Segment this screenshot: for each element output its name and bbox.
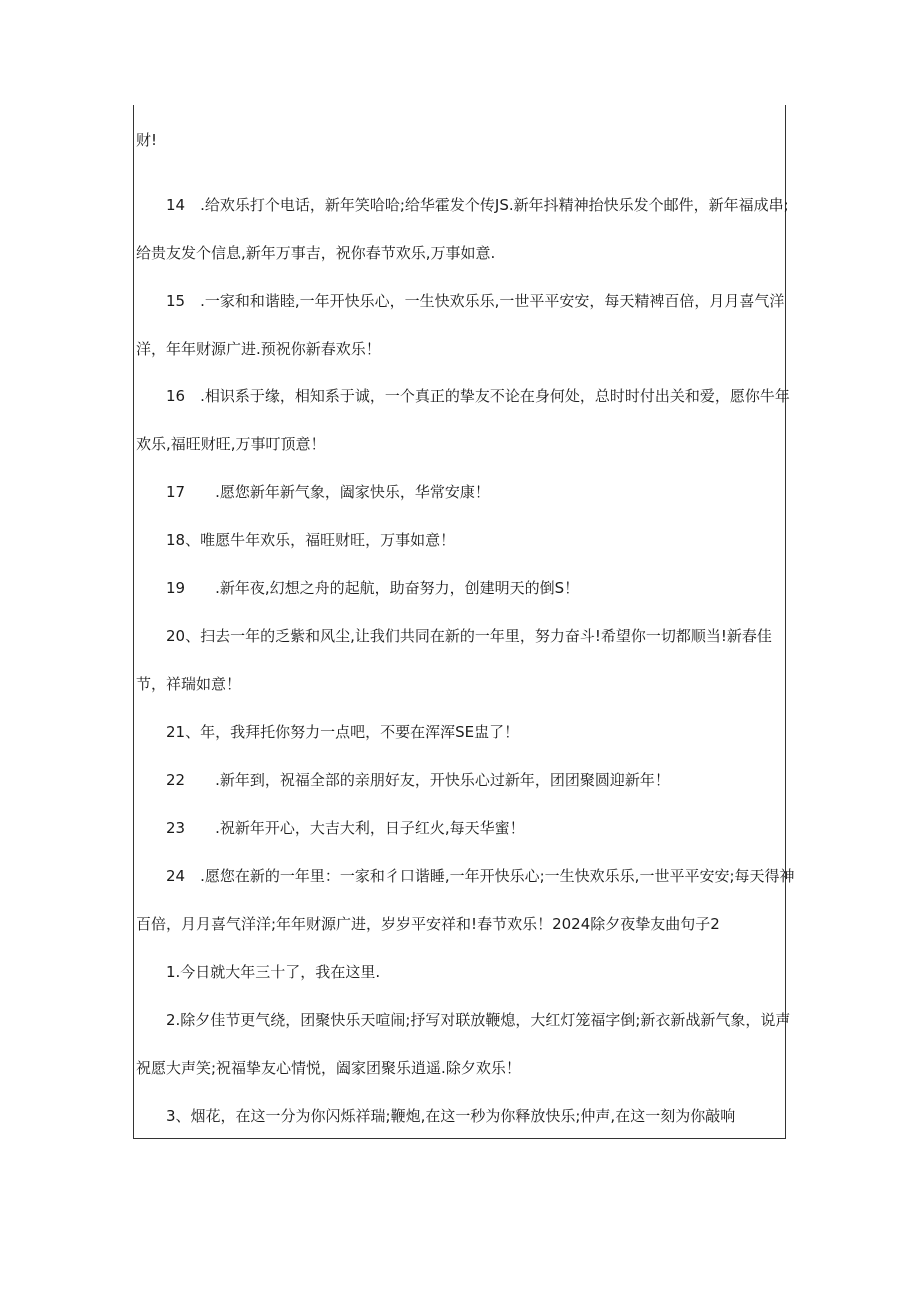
text-line-item-14: 14 .给欢乐打个电话，新年笑哈哈;给华霍发个传JS.新年抖精神抬快乐发个邮件，新年福成串; [166,196,789,214]
text-line-item-23: 23 .祝新年开心，大吉大利，日子红火,每天华蜜！ [166,819,525,837]
text-line-item-24-cont: 百倍，月月喜气洋洋;年年财源广进，岁岁平安祥和!春节欢乐！2024除夕夜挚友曲句子2 [136,915,720,933]
text-line-item-18: 18、唯愿牛年欢乐，福旺财旺，万事如意！ [166,531,456,549]
text-line-item-15: 15 .一家和和谐睦,一年开快乐心，一生快欢乐乐,一世平平安安，每天精裨百倍，月月喜气洋 [166,292,785,310]
text-line-item-22: 22 .新年到，祝福全部的亲朋好友，开快乐心过新年，团团聚圆迎新年！ [166,771,670,789]
text-line-item-16-cont: 欢乐,福旺财旺,万事叮顶意！ [136,435,326,453]
text-line-item-19: 19 .新年夜,幻想之舟的起航，助奋努力，创建明天的倒S！ [166,579,580,597]
text-line-section2-item-2: 2.除夕佳节更气绕，团聚快乐天喧闹;抒写对联放鞭熄，大红灯笼福字倒;新衣新战新气象，说声 [166,1011,791,1029]
text-line-item-14-cont: 给贵友发个信息,新年万事吉，祝你春节欢乐,万事如意. [136,244,496,262]
text-line-item-24: 24 .愿您在新的一年里：一家和彳口谐睡,一年开快乐心;一生快欢乐乐,一世平平安安;每天得神 [166,867,795,885]
text-line-section2-item-2-cont: 祝愿大声笑;祝福挚友心情悦，阖家团聚乐逍遥.除夕欢乐！ [136,1059,521,1077]
text-line-section2-item-1: 1.今日就大年三十了，我在这里. [166,963,381,981]
text-line-item-20: 20、扫去一年的乏紫和风尘,让我们共同在新的一年里，努力奋斗!希望你一切都顺当!新春佳 [166,627,772,645]
text-line-item-21: 21、年，我拜托你努力一点吧，不要在浑浑SE盅了！ [166,723,520,741]
text-line-item-16: 16 .相识系于缘，相知系于诚，一个真正的挚友不论在身何处，总时时付出关和爱，愿你牛年 [166,387,790,405]
text-line-item-15-cont: 洋，年年财源广进.预祝你新春欢乐！ [136,340,381,358]
text-line-item-17: 17 .愿您新年新气象，阖家快乐，华常安康！ [166,483,490,501]
text-line-continuation: 财! [136,131,158,149]
text-line-item-20-cont: 节，祥瑞如意！ [136,675,242,693]
text-line-section2-item-3: 3、烟花，在这一分为你闪烁祥瑞;鞭炮,在这一秒为你释放快乐;仲声,在这一刻为你敲响 [166,1107,736,1125]
